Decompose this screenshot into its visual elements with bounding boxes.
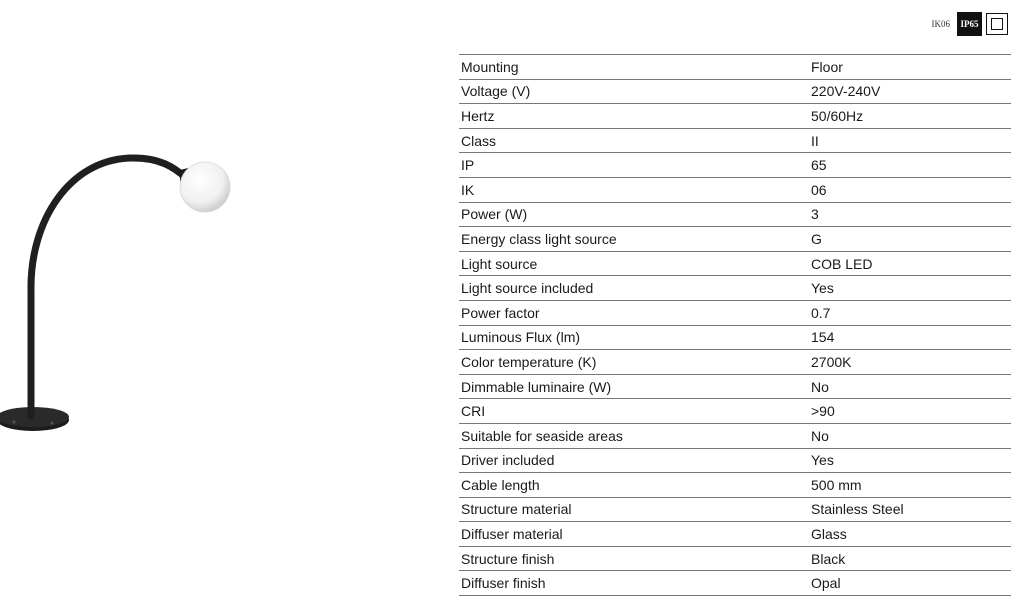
spec-label: Structure material: [461, 501, 572, 518]
spec-row: [459, 449, 1011, 474]
spec-label: Dimmable luminaire (W): [461, 378, 612, 395]
spec-row: [459, 129, 1011, 154]
spec-label: Diffuser finish: [461, 575, 546, 592]
spec-row: [459, 227, 1011, 252]
spec-value: 3: [811, 206, 819, 223]
spec-row: [459, 473, 1011, 498]
spec-label: Light source included: [461, 280, 594, 297]
certification-badges: [929, 12, 1009, 36]
ip-rating-badge: IP65: [957, 12, 982, 36]
spec-row: [459, 350, 1011, 375]
spec-value: 500 mm: [811, 476, 862, 493]
spec-row: [459, 498, 1011, 523]
spec-label: Color temperature (K): [461, 353, 597, 370]
spec-value: Black: [811, 550, 846, 567]
spec-value: Glass: [811, 526, 847, 543]
spec-value: Opal: [811, 575, 841, 592]
class-ii-icon: [986, 13, 1008, 35]
spec-row: [459, 55, 1011, 80]
spec-value: II: [811, 132, 819, 149]
spec-row: [459, 203, 1011, 228]
spec-value: 50/60Hz: [811, 107, 864, 124]
spec-label: Structure finish: [461, 550, 555, 567]
spec-row: [459, 252, 1011, 277]
spec-row: [459, 326, 1011, 351]
spec-label: Diffuser material: [461, 526, 563, 543]
spec-label: Hertz: [461, 107, 495, 124]
spec-value: 65: [811, 157, 827, 174]
spec-label: CRI: [461, 403, 486, 420]
spec-label: Light source: [461, 255, 538, 272]
spec-label: Luminous Flux (lm): [461, 329, 581, 346]
spec-row: [459, 424, 1011, 449]
spec-label: Driver included: [461, 452, 555, 469]
spec-label: Power (W): [461, 206, 528, 223]
specifications-table: [459, 54, 1011, 596]
spec-row: [459, 80, 1011, 105]
spec-label: Suitable for seaside areas: [461, 427, 623, 444]
spec-row: [459, 104, 1011, 129]
spec-row: [459, 547, 1011, 572]
ik-rating-badge: IK06: [931, 19, 950, 29]
spec-value: Yes: [811, 452, 834, 469]
spec-value: No: [811, 378, 829, 395]
spec-label: Energy class light source: [461, 230, 617, 247]
spec-row: [459, 276, 1011, 301]
spec-label: Cable length: [461, 476, 540, 493]
spec-value: 220V-240V: [811, 83, 881, 100]
spec-value: 2700K: [811, 353, 852, 370]
spec-label: IK: [461, 181, 475, 198]
spec-label: Voltage (V): [461, 83, 531, 100]
product-image-floor-lamp: [0, 140, 240, 450]
spec-row: [459, 399, 1011, 424]
spec-value: G: [811, 230, 822, 247]
spec-row: [459, 301, 1011, 326]
spec-value: No: [811, 427, 829, 444]
spec-row: [459, 522, 1011, 547]
spec-label: Class: [461, 132, 497, 149]
spec-value: >90: [811, 403, 835, 420]
spec-row: [459, 178, 1011, 203]
spec-value: COB LED: [811, 255, 873, 272]
floor-lamp-illustration: [0, 140, 240, 450]
spec-row: [459, 153, 1011, 178]
spec-label: Mounting: [461, 58, 519, 75]
spec-value: 06: [811, 181, 827, 198]
spec-value: 154: [811, 329, 835, 346]
spec-label: Power factor: [461, 304, 540, 321]
spec-value: Stainless Steel: [811, 501, 904, 518]
spec-value: 0.7: [811, 304, 831, 321]
spec-value: Floor: [811, 58, 843, 75]
spec-row: [459, 375, 1011, 400]
spec-row: [459, 571, 1011, 596]
spec-label: IP: [461, 157, 475, 174]
spec-value: Yes: [811, 280, 834, 297]
